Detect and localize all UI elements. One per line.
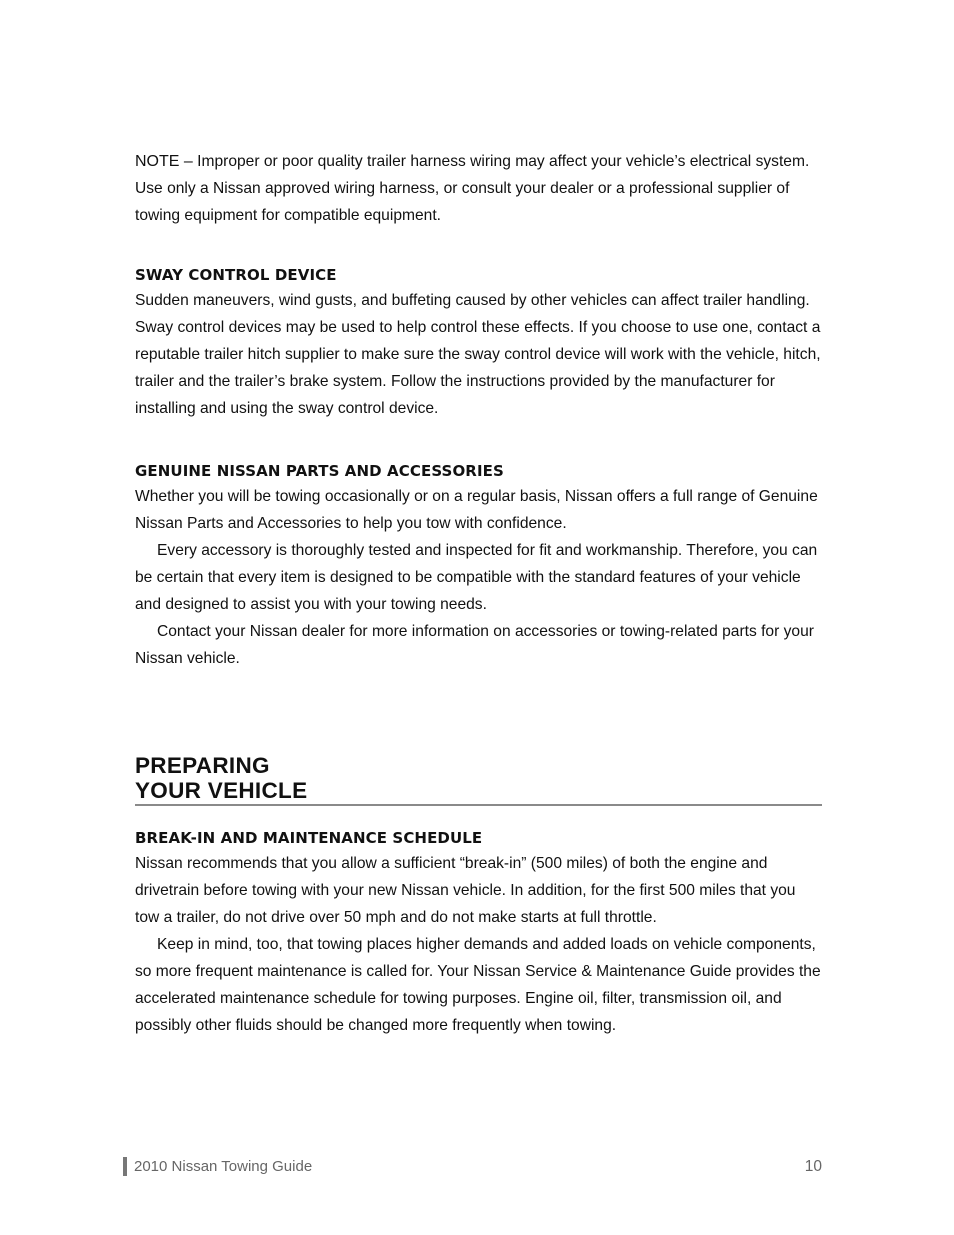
break-in-paragraph-2: Keep in mind, too, that towing places higher demands and added loads on vehicle components, so more frequent maintenance is called for. Your Nissan Service & Maintenance Guide provides the accelerated maintenance schedule for towing purposes. Engine oil, filter, transmission oil, and possibly other fluids should be changed more frequently when towing.: [135, 936, 821, 1034]
preparing-vehicle-title: [135, 753, 822, 806]
sway-control-section: [135, 264, 822, 422]
footer-document-title: 2010 Nissan Towing Guide: [134, 1158, 313, 1175]
genuine-parts-paragraph-2: Every accessory is thoroughly tested and inspected for fit and workmanship. Therefore, you can be certain that every item is designed to be compatible with the standard features of your vehicle and designed to assist you with your towing needs.: [135, 542, 818, 613]
genuine-parts-heading: GENUINE NISSAN PARTS AND ACCESSORIES: [135, 462, 504, 480]
genuine-parts-paragraph-1: Whether you will be towing occasionally or on a regular basis, Nissan offers a full range of Genuine Nissan Parts and Accessories to help you tow with confidence.: [135, 488, 818, 532]
sway-control-heading: SWAY CONTROL DEVICE: [135, 266, 337, 284]
page-content: [135, 148, 822, 1039]
footer-divider-bar: [123, 1157, 127, 1176]
page-footer: [123, 1156, 822, 1178]
note-paragraph: [135, 148, 822, 229]
section-title-line-2: YOUR VEHICLE: [135, 778, 308, 803]
genuine-parts-paragraph-3: Contact your Nissan dealer for more information on accessories or towing-related parts for your Nissan vehicle.: [135, 623, 814, 667]
break-in-paragraph-1: Nissan recommends that you allow a sufficient “break-in” (500 miles) of both the engine and drivetrain before towing with your new Nissan vehicle. In addition, for the first 500 miles that you tow a trailer, do not drive over 50 mph and do not make starts at full throttle.: [135, 855, 796, 926]
note-text: Improper or poor quality trailer harness wiring may affect your vehicle’s electrical system. Use only a Nissan approved wiring harness, or consult your dealer or a professional supplier of towing equipment for compatible equipment.: [135, 153, 810, 224]
genuine-parts-section: [135, 460, 822, 672]
section-title-line-1: PREPARING: [135, 753, 270, 778]
page-number: 10: [804, 1158, 822, 1175]
break-in-section: [135, 827, 822, 1039]
break-in-heading: BREAK-IN AND MAINTENANCE SCHEDULE: [135, 829, 483, 847]
sway-control-paragraph: Sudden maneuvers, wind gusts, and buffeting caused by other vehicles can affect trailer handling. Sway control devices may be used to help control these effects. If you choose to use one, contact a reputable trailer hitch supplier to make sure the sway control device will work with the vehicle, hitch, trailer and the trailer’s brake system. Follow the instructions provided by the manufacturer for installing and using the sway control device.: [135, 292, 821, 417]
note-label: NOTE –: [135, 153, 193, 170]
note-section: [135, 148, 822, 229]
